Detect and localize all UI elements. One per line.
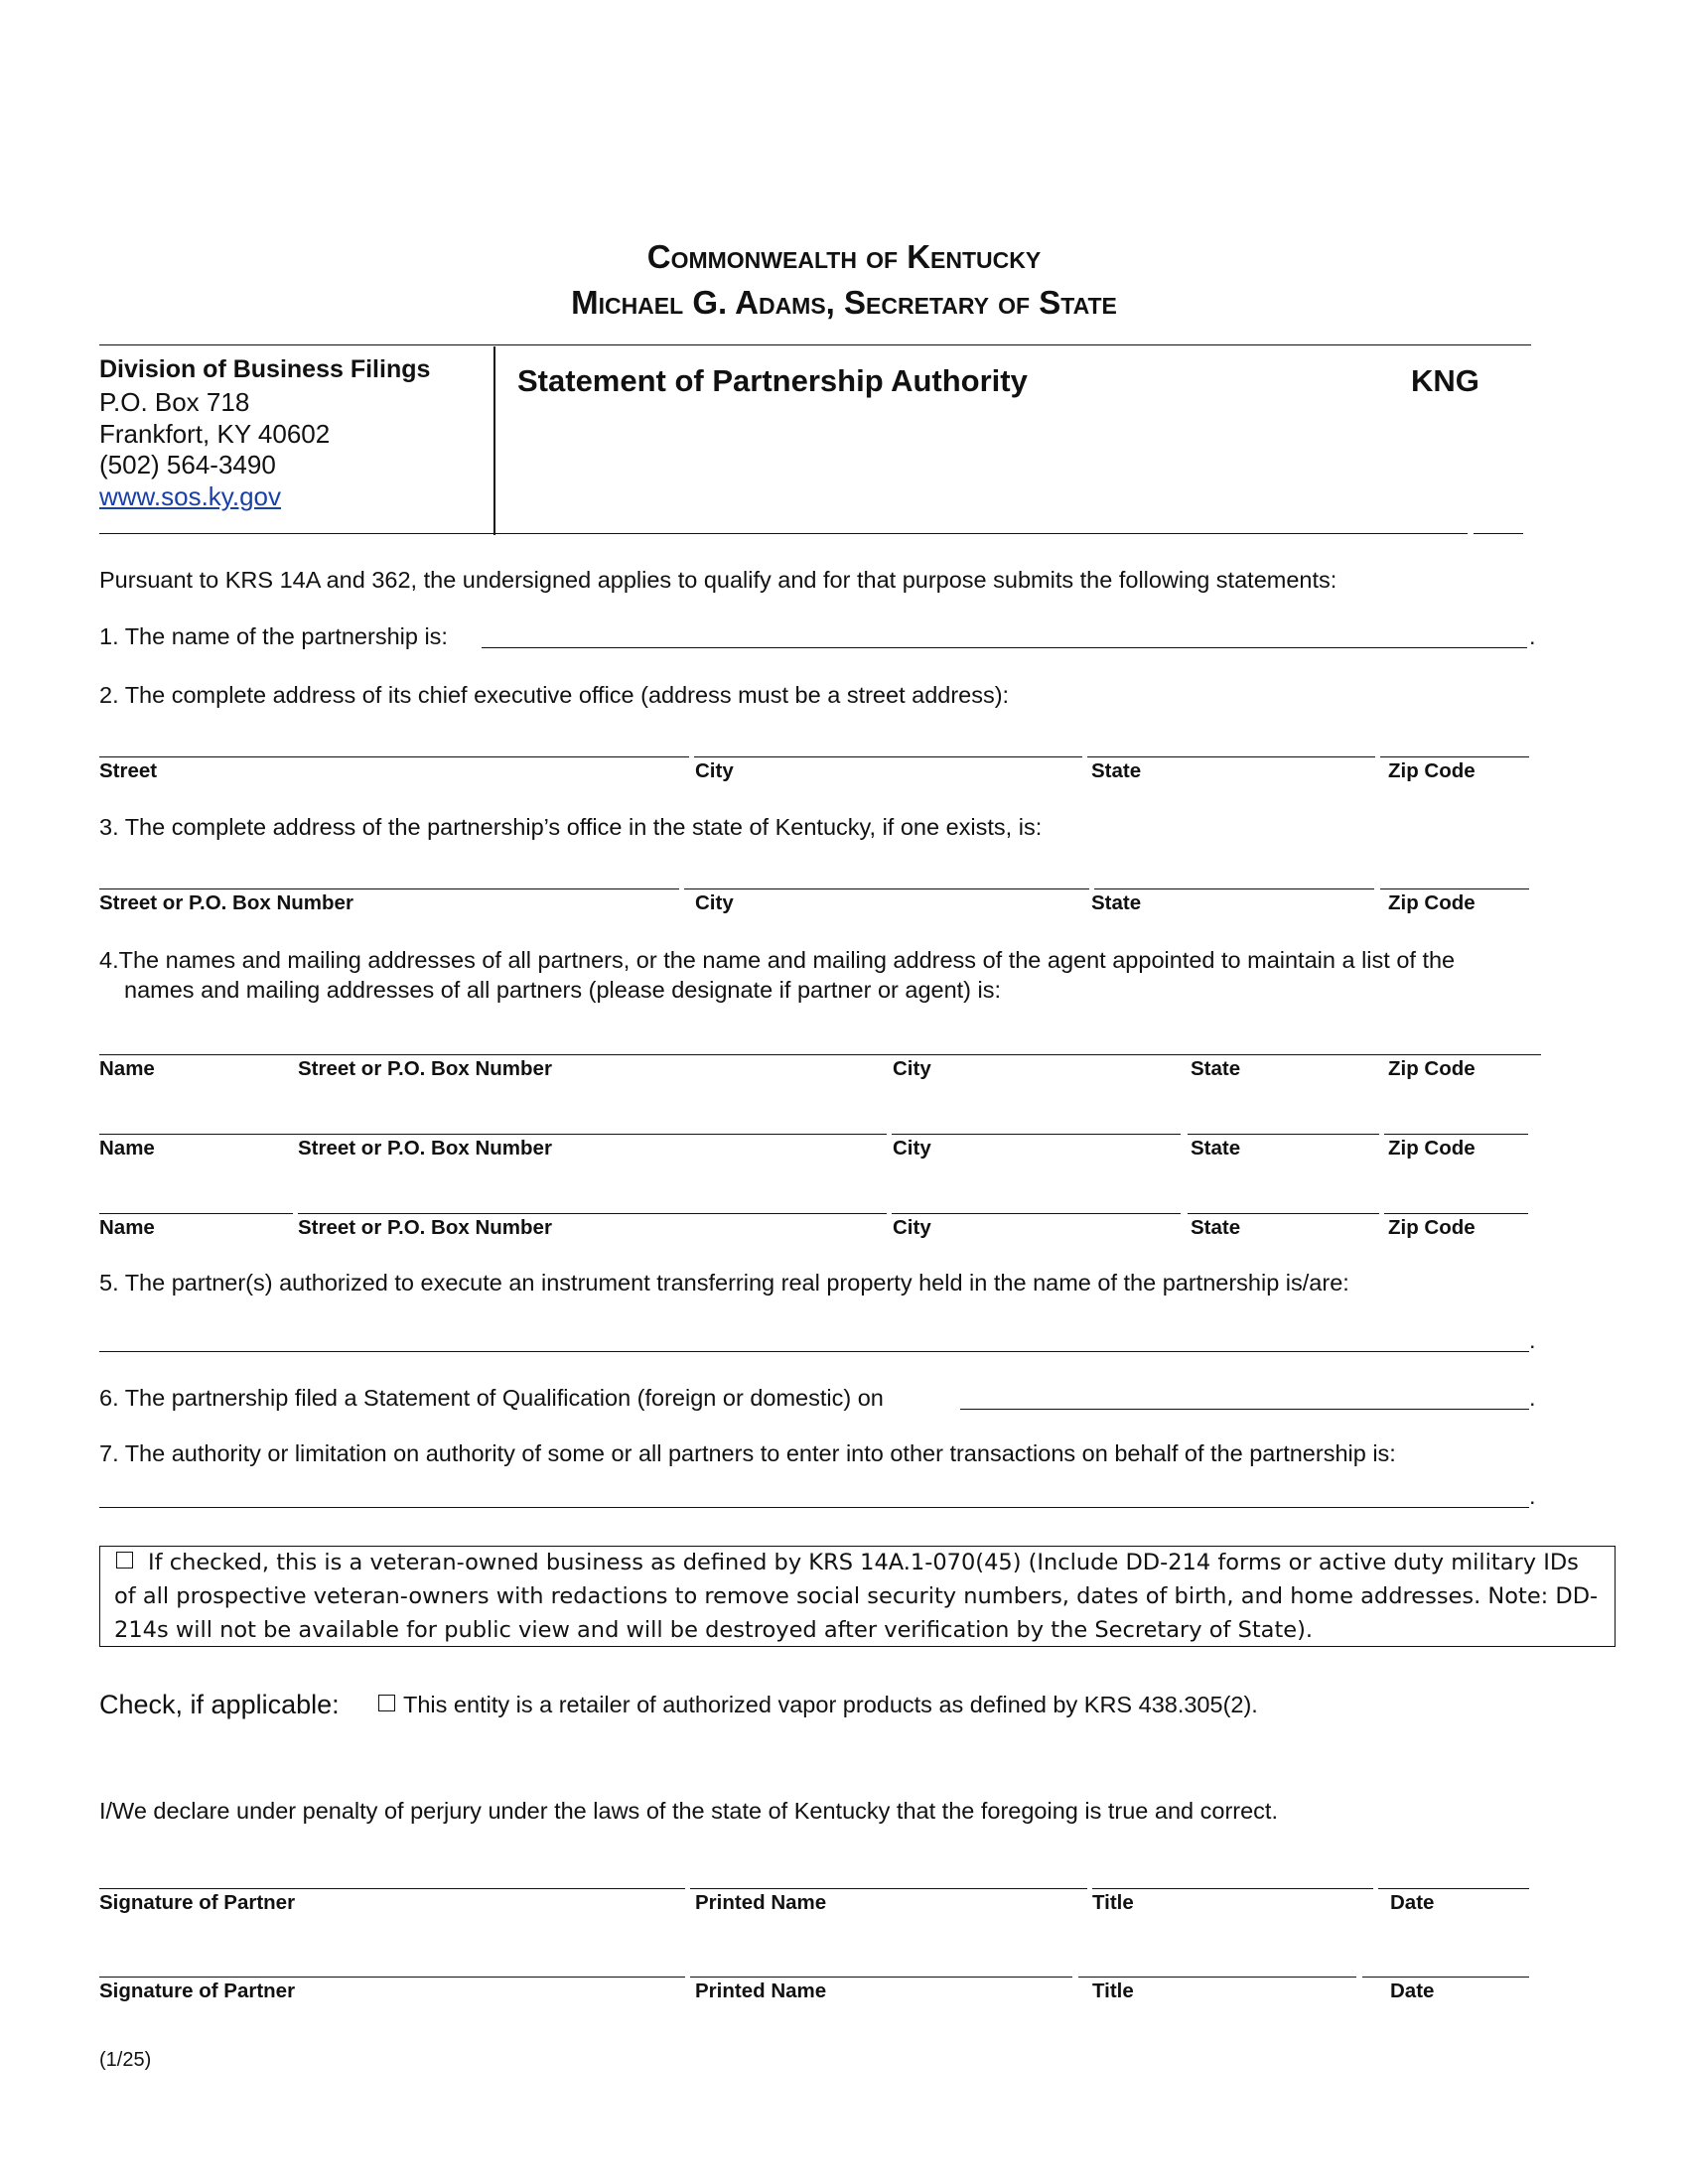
revision-date: (1/25) — [99, 2049, 152, 2071]
veteran-box — [99, 1546, 1616, 1647]
partnership-name-field[interactable] — [482, 647, 1527, 648]
q3-label-city: City — [695, 891, 734, 914]
veteran-text-line2: of all prospective veteran-owners with redactions to remove social security numbers, dates of birth, and home addresses. Note: DD- — [114, 1583, 1599, 1609]
q5-partners-field[interactable] — [99, 1351, 1529, 1352]
title1-field[interactable] — [1092, 1888, 1373, 1889]
header-top-rule — [99, 344, 1531, 345]
q3-street-field[interactable] — [99, 888, 679, 889]
sig1-label-printed-name: Printed Name — [695, 1891, 827, 1914]
vapor-label: Check, if applicable: — [99, 1690, 340, 1719]
q5-period: . — [1529, 1327, 1536, 1353]
phone-number: (502) 564-3490 — [99, 450, 276, 479]
header-commonwealth: Commonwealth of Kentucky — [646, 238, 1042, 275]
sig2-label-date: Date — [1390, 1979, 1435, 2002]
vapor-text: This entity is a retailer of authorized vapor products as defined by KRS 438.305(2). — [403, 1692, 1258, 1717]
veteran-text-line3: 214s will not be available for public view and will be destroyed after verification by the Secretary of State). — [114, 1617, 1314, 1643]
q2-label-state: State — [1091, 759, 1142, 782]
q3-label-street: Street or P.O. Box Number — [99, 891, 353, 914]
q3-zip-field[interactable] — [1380, 888, 1529, 889]
q6-date-field[interactable] — [960, 1409, 1529, 1410]
q4-row2-label-state: State — [1191, 1137, 1241, 1160]
q7-text: 7. The authority or limitation on authority of some or all partners to enter into other transactions on behalf of the partnership is: — [99, 1440, 1396, 1466]
q4-row2-label-street: Street or P.O. Box Number — [298, 1137, 552, 1160]
header-bottom-rule — [99, 533, 1468, 534]
q2-zip-field[interactable] — [1380, 756, 1529, 757]
form-code: KNG — [1411, 363, 1479, 398]
q7-authority-field[interactable] — [99, 1507, 1529, 1508]
q4-row3-label-state: State — [1191, 1216, 1241, 1239]
signature1-field[interactable] — [99, 1888, 685, 1889]
q3-city-field[interactable] — [684, 888, 1089, 889]
q3-label-zip: Zip Code — [1388, 891, 1476, 914]
form-title: Statement of Partnership Authority — [517, 363, 1028, 398]
q2-text: 2. The complete address of its chief executive office (address must be a street address): — [99, 682, 1010, 708]
q4-row3-label-city: City — [893, 1216, 931, 1239]
header-secretary: Michael G. Adams, Secretary of State — [571, 284, 1117, 321]
q6-text: 6. The partnership filed a Statement of Qualification (foreign or domestic) on — [99, 1385, 884, 1411]
title2-field[interactable] — [1078, 1977, 1356, 1978]
vapor-checkbox[interactable] — [378, 1695, 395, 1711]
intro-text: Pursuant to KRS 14A and 362, the undersigned applies to qualify and for that purpose submits the following statements: — [99, 567, 1337, 593]
q2-label-zip: Zip Code — [1388, 759, 1476, 782]
sig1-label-title: Title — [1092, 1891, 1134, 1914]
sig1-label-date: Date — [1390, 1891, 1435, 1914]
q4-row1-field[interactable] — [99, 1054, 1541, 1055]
q2-city-field[interactable] — [694, 756, 1082, 757]
vapor-row — [378, 1694, 1258, 1717]
q1-text: 1. The name of the partnership is: — [99, 623, 448, 649]
q4-row3-state-field[interactable] — [1188, 1213, 1379, 1214]
sig2-label-printed-name: Printed Name — [695, 1979, 827, 2002]
q3-text: 3. The complete address of the partnership’s office in the state of Kentucky, if one exists, is: — [99, 814, 1043, 840]
q4-row2-city-field[interactable] — [892, 1134, 1181, 1135]
q4-row1-label-name: Name — [99, 1057, 155, 1080]
q4-row3-name-field[interactable] — [99, 1213, 293, 1214]
q4-row2-label-zip: Zip Code — [1388, 1137, 1476, 1160]
q4-row2-label-name: Name — [99, 1137, 155, 1160]
q7-period: . — [1529, 1483, 1536, 1509]
q4-row3-street-field[interactable] — [298, 1213, 887, 1214]
q4-row2-name-street-field[interactable] — [99, 1134, 887, 1135]
signature2-field[interactable] — [99, 1977, 685, 1978]
q4-row2-label-city: City — [893, 1137, 931, 1160]
date1-field[interactable] — [1378, 1888, 1529, 1889]
q2-street-field[interactable] — [99, 756, 689, 757]
printed-name1-field[interactable] — [690, 1888, 1087, 1889]
q4-row3-label-name: Name — [99, 1216, 155, 1239]
website-link[interactable]: www.sos.ky.gov — [99, 481, 282, 511]
q4-row1-label-state: State — [1191, 1057, 1241, 1080]
q2-state-field[interactable] — [1087, 756, 1375, 757]
q2-label-city: City — [695, 759, 734, 782]
q4-row3-city-field[interactable] — [892, 1213, 1181, 1214]
q4-row1-label-street: Street or P.O. Box Number — [298, 1057, 552, 1080]
q4-row3-label-zip: Zip Code — [1388, 1216, 1476, 1239]
q4-text-line2: names and mailing addresses of all partners (please designate if partner or agent) is: — [124, 977, 1002, 1003]
veteran-line1-row — [116, 1546, 1579, 1579]
printed-name2-field[interactable] — [690, 1977, 1072, 1978]
sig2-label-signature: Signature of Partner — [99, 1979, 296, 2002]
city-state-zip: Frankfort, KY 40602 — [99, 419, 331, 449]
q6-period: . — [1529, 1385, 1536, 1411]
q3-state-field[interactable] — [1094, 888, 1374, 889]
q4-row2-state-field[interactable] — [1188, 1134, 1379, 1135]
q4-row1-label-zip: Zip Code — [1388, 1057, 1476, 1080]
veteran-text-line1: If checked, this is a veteran-owned business as defined by KRS 14A.1-070(45) (Include DD-214 forms or active duty military IDs — [148, 1550, 1579, 1575]
q5-text: 5. The partner(s) authorized to execute an instrument transferring real property held in the name of the partnership is/are: — [99, 1270, 1349, 1296]
q4-row3-label-street: Street or P.O. Box Number — [298, 1216, 552, 1239]
declaration-text: I/We declare under penalty of perjury under the laws of the state of Kentucky that the foregoing is true and correct. — [99, 1798, 1278, 1824]
q1-period: . — [1529, 623, 1536, 649]
sig2-label-title: Title — [1092, 1979, 1134, 2002]
date2-field[interactable] — [1362, 1977, 1529, 1978]
q4-row1-label-city: City — [893, 1057, 931, 1080]
veteran-checkbox[interactable] — [116, 1552, 133, 1569]
q3-label-state: State — [1091, 891, 1142, 914]
division-name: Division of Business Filings — [99, 355, 431, 383]
sig1-label-signature: Signature of Partner — [99, 1891, 296, 1914]
po-box: P.O. Box 718 — [99, 387, 250, 417]
header-bottom-rule-short — [1474, 533, 1523, 534]
q4-row2-zip-field[interactable] — [1384, 1134, 1528, 1135]
header-vertical-divider — [493, 346, 495, 535]
q4-text-line1: 4.The names and mailing addresses of all partners, or the name and mailing address of the agent appointed to maintain a list of the — [99, 947, 1456, 973]
q2-label-street: Street — [99, 759, 158, 782]
q4-row3-zip-field[interactable] — [1384, 1213, 1528, 1214]
